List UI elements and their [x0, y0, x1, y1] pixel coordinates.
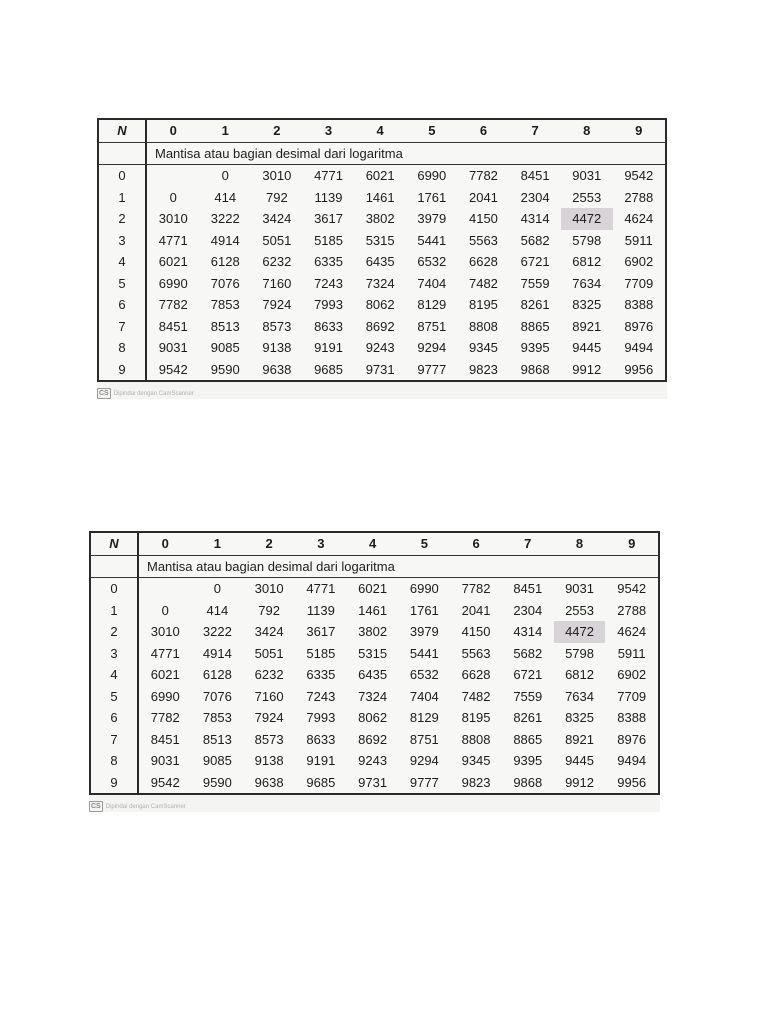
camscanner-watermark [89, 801, 660, 812]
row-label: 3 [90, 643, 138, 665]
table-cell: 4771 [314, 168, 343, 184]
table-cell: 9243 [358, 753, 388, 769]
row-label: 6 [90, 707, 138, 729]
n-header: N [98, 119, 146, 142]
row-label: 8 [90, 750, 138, 772]
n-header: N [90, 532, 138, 555]
table-cell: 9031 [565, 581, 594, 597]
scan-image-1 [97, 118, 667, 399]
table-cell: 8633 [314, 318, 343, 334]
table-row [98, 294, 666, 316]
table-cell: 6628 [461, 667, 491, 683]
table-cell: 9823 [468, 361, 498, 377]
watermark-text: Dipindai dengan CamScanner [105, 803, 186, 810]
row-label: 0 [90, 578, 138, 600]
table-cell: 9191 [306, 753, 336, 769]
highlighted-cell: 4472 [561, 208, 613, 230]
table-cell: 2788 [624, 189, 654, 205]
logarithm-table [89, 531, 660, 795]
table-cell: 9777 [409, 774, 439, 790]
table-cell: 8388 [624, 297, 654, 313]
table-cell: 9445 [565, 753, 594, 769]
column-header: 6 [479, 123, 488, 139]
table-cell: 8865 [520, 318, 550, 334]
table-cell: 6902 [624, 254, 654, 270]
table-cell: 0 [169, 189, 177, 205]
table-cell: 7559 [513, 688, 543, 704]
table-cell: 414 [206, 602, 229, 618]
table-cell: 4624 [624, 211, 654, 227]
table-cell: 0 [221, 168, 229, 184]
table-cell: 8062 [358, 710, 388, 726]
column-header: 4 [368, 536, 377, 552]
table-cell: 2041 [468, 189, 498, 205]
row-label: 2 [90, 621, 138, 643]
table-cell: 8451 [513, 581, 543, 597]
subtitle-n-cell [90, 555, 138, 578]
table-cell: 6435 [358, 667, 388, 683]
table-cell: 6532 [417, 254, 447, 270]
column-header: 6 [472, 536, 480, 552]
table-row [90, 600, 659, 622]
table-cell: 5185 [306, 645, 336, 661]
table-cell: 9138 [262, 340, 292, 356]
table-row [90, 750, 659, 772]
table-cell: 7782 [158, 297, 188, 313]
table-cell: 3010 [150, 624, 180, 640]
table-row [98, 251, 666, 273]
table-cell: 3010 [158, 211, 188, 227]
table-cell: 3979 [409, 624, 439, 640]
table-cell: 9085 [202, 753, 232, 769]
table-cell: 7482 [468, 275, 498, 291]
table-row [90, 621, 659, 643]
table-cell: 9590 [202, 774, 232, 790]
table-cell: 8692 [365, 318, 395, 334]
table-cell: 7243 [314, 275, 343, 291]
table-cell: 8751 [417, 318, 447, 334]
table-cell: 9777 [417, 361, 447, 377]
row-label: 1 [90, 600, 138, 622]
table-cell: 8865 [513, 731, 543, 747]
table-cell: 8921 [565, 731, 594, 747]
row-label: 5 [90, 686, 138, 708]
subtitle-row [90, 555, 659, 578]
table-cell: 8325 [572, 297, 602, 313]
table-row [98, 187, 666, 209]
table-row [90, 772, 659, 795]
table-cell: 7324 [365, 275, 395, 291]
table-cell: 5441 [417, 232, 447, 248]
table-cell: 8388 [617, 710, 647, 726]
table-cell: 6435 [365, 254, 395, 270]
table-cell: 7782 [461, 581, 491, 597]
table-cell: 6021 [150, 667, 180, 683]
column-header: 9 [635, 123, 643, 139]
table-cell: 6990 [158, 275, 188, 291]
header-row [98, 119, 666, 142]
table-cell: 6990 [150, 688, 180, 704]
table-cell: 7709 [624, 275, 654, 291]
table-cell: 7853 [210, 297, 240, 313]
table-cell: 9294 [409, 753, 439, 769]
table-row [90, 729, 659, 751]
table-cell: 5051 [262, 232, 292, 248]
table-cell: 3802 [365, 211, 395, 227]
table-cell: 8451 [158, 318, 188, 334]
table-cell: 6128 [202, 667, 232, 683]
column-header: 4 [376, 123, 384, 139]
table-cell: 9912 [572, 361, 602, 377]
table-row [90, 707, 659, 729]
table-cell [138, 578, 192, 600]
table-cell: 6990 [417, 168, 447, 184]
table-cell: 9445 [572, 340, 602, 356]
table-cell: 7076 [202, 688, 232, 704]
table-cell: 1139 [314, 189, 343, 205]
table-subtitle: Mantisa atau bagian desimal dari logaritma [138, 555, 659, 578]
table-cell: 3010 [254, 581, 284, 597]
table-cell: 9685 [306, 774, 336, 790]
table-cell: 8195 [461, 710, 491, 726]
table-cell: 7924 [262, 297, 292, 313]
column-header: 5 [420, 536, 428, 552]
table-row [90, 664, 659, 686]
table-cell: 5911 [624, 232, 653, 248]
table-cell: 9085 [210, 340, 240, 356]
table-cell: 7993 [306, 710, 336, 726]
table-cell: 9138 [254, 753, 284, 769]
row-label: 4 [90, 664, 138, 686]
table-cell: 9294 [417, 340, 447, 356]
table-cell: 8062 [365, 297, 395, 313]
table-cell: 414 [214, 189, 237, 205]
column-header: 1 [221, 123, 229, 139]
table-cell: 4314 [520, 211, 550, 227]
table-row [90, 643, 659, 665]
table-cell: 8451 [520, 168, 550, 184]
table-cell: 7404 [417, 275, 447, 291]
table-row [90, 578, 659, 600]
table-cell: 1461 [358, 602, 388, 618]
table-row [98, 337, 666, 359]
table-cell: 5682 [520, 232, 550, 248]
table-cell: 8573 [254, 731, 284, 747]
watermark-text: Dipindai dengan CamScanner [113, 390, 194, 397]
table-cell: 9542 [150, 774, 180, 790]
table-cell: 5441 [409, 645, 439, 661]
table-cell: 7324 [358, 688, 388, 704]
table-cell: 8195 [468, 297, 498, 313]
table-cell: 6335 [306, 667, 336, 683]
table-subtitle: Mantisa atau bagian desimal dari logaritma [146, 142, 666, 165]
table-cell: 1139 [306, 602, 335, 618]
table-cell: 5563 [461, 645, 491, 661]
table-cell: 7243 [306, 688, 336, 704]
camscanner-watermark [97, 388, 667, 399]
table-cell: 3010 [262, 168, 292, 184]
column-header: 0 [161, 536, 169, 552]
table-cell: 6721 [520, 254, 550, 270]
table-cell: 7634 [565, 688, 594, 704]
table-cell: 4914 [202, 645, 232, 661]
table-cell: 9731 [365, 361, 395, 377]
table-cell: 0 [161, 602, 169, 618]
header-row [90, 532, 659, 555]
row-label: 7 [98, 316, 146, 338]
table-cell: 9345 [468, 340, 498, 356]
table-cell: 9031 [150, 753, 180, 769]
table-cell: 6532 [409, 667, 439, 683]
table-cell: 3424 [254, 624, 284, 640]
table-cell: 8976 [617, 731, 647, 747]
row-label: 9 [90, 772, 138, 795]
table-cell: 6812 [565, 667, 594, 683]
table-cell: 6021 [358, 581, 388, 597]
table-cell: 5563 [468, 232, 498, 248]
table-cell: 6335 [314, 254, 343, 270]
table-cell: 9494 [617, 753, 647, 769]
table-row [98, 165, 666, 187]
table-cell: 2553 [565, 602, 594, 618]
table-cell: 4314 [513, 624, 543, 640]
scan-image-2 [89, 531, 660, 812]
table-cell: 9823 [461, 774, 491, 790]
table-cell: 5315 [358, 645, 388, 661]
table-cell: 2304 [513, 602, 543, 618]
table-cell: 6990 [409, 581, 439, 597]
table-cell: 1761 [417, 189, 447, 205]
table-cell: 7076 [210, 275, 240, 291]
table-row [98, 230, 666, 252]
table-row [98, 316, 666, 338]
table-cell: 9031 [158, 340, 188, 356]
column-header: 8 [583, 123, 591, 139]
column-header: 5 [428, 123, 436, 139]
table-cell: 5682 [513, 645, 543, 661]
table-cell: 3617 [306, 624, 336, 640]
subtitle-n-cell [98, 142, 146, 165]
table-cell: 4914 [210, 232, 240, 248]
table-cell: 6232 [254, 667, 284, 683]
table-cell: 4771 [306, 581, 336, 597]
table-cell: 3222 [210, 211, 240, 227]
row-label: 0 [98, 165, 146, 187]
table-cell: 8921 [572, 318, 602, 334]
table-cell: 3802 [358, 624, 388, 640]
table-cell: 9542 [617, 581, 647, 597]
table-cell: 7853 [202, 710, 232, 726]
table-cell: 8129 [409, 710, 439, 726]
table-cell: 9542 [624, 168, 654, 184]
row-label: 1 [98, 187, 146, 209]
table-row [98, 208, 666, 230]
table-cell: 9542 [158, 361, 188, 377]
table-cell: 7482 [461, 688, 491, 704]
table-cell: 1461 [365, 189, 395, 205]
table-cell: 9912 [565, 774, 594, 790]
table-cell: 6232 [262, 254, 292, 270]
table-cell: 8261 [520, 297, 550, 313]
table-cell: 8692 [358, 731, 388, 747]
column-header: 2 [265, 536, 273, 552]
table-cell: 2304 [520, 189, 550, 205]
table-cell: 5798 [572, 232, 602, 248]
table-cell: 6628 [468, 254, 498, 270]
table-cell: 3617 [314, 211, 343, 227]
row-label: 9 [98, 359, 146, 382]
table-cell: 5798 [565, 645, 594, 661]
column-header: 2 [273, 123, 281, 139]
table-cell: 7559 [520, 275, 550, 291]
table-cell: 8751 [409, 731, 439, 747]
table-cell: 9956 [617, 774, 647, 790]
table-cell: 6721 [513, 667, 543, 683]
table-cell: 6128 [210, 254, 240, 270]
table-cell: 9243 [365, 340, 395, 356]
table-row [98, 359, 666, 382]
table-cell: 2788 [617, 602, 647, 618]
row-label: 7 [90, 729, 138, 751]
table-cell: 7993 [314, 297, 343, 313]
table-cell: 6812 [572, 254, 602, 270]
table-cell: 792 [258, 602, 280, 618]
table-row [98, 273, 666, 295]
column-header: 8 [575, 536, 584, 552]
column-header: 1 [213, 536, 221, 552]
column-header: 7 [524, 536, 532, 552]
table-cell: 4624 [617, 624, 647, 640]
table-cell: 792 [266, 189, 288, 205]
table-cell: 7634 [572, 275, 602, 291]
table-cell: 5315 [365, 232, 395, 248]
table-cell: 3979 [417, 211, 447, 227]
row-label: 5 [98, 273, 146, 295]
table-cell: 8513 [202, 731, 232, 747]
table-cell: 9956 [624, 361, 654, 377]
row-label: 2 [98, 208, 146, 230]
table-cell: 7160 [254, 688, 284, 704]
table-cell: 9395 [520, 340, 550, 356]
table-cell: 9494 [624, 340, 654, 356]
table-cell: 4771 [150, 645, 180, 661]
table-cell: 9868 [520, 361, 550, 377]
table-cell: 2553 [572, 189, 602, 205]
table-cell: 3222 [202, 624, 232, 640]
row-label: 4 [98, 251, 146, 273]
table-cell: 7404 [409, 688, 439, 704]
table-cell: 6021 [365, 168, 395, 184]
row-label: 6 [98, 294, 146, 316]
table-cell: 6902 [617, 667, 647, 683]
column-header: 7 [531, 123, 539, 139]
table-cell: 9590 [210, 361, 240, 377]
table-cell: 7924 [254, 710, 284, 726]
table-cell [146, 165, 199, 187]
table-cell: 8808 [468, 318, 498, 334]
table-cell: 9031 [572, 168, 602, 184]
column-header: 3 [317, 536, 325, 552]
table-cell: 9395 [513, 753, 543, 769]
table-cell: 4771 [158, 232, 188, 248]
table-cell: 8261 [513, 710, 543, 726]
column-header: 9 [628, 536, 636, 552]
table-cell: 4150 [461, 624, 491, 640]
table-cell: 9638 [262, 361, 292, 377]
table-cell: 5911 [617, 645, 646, 661]
table-cell: 9731 [358, 774, 388, 790]
table-cell: 9638 [254, 774, 284, 790]
table-row [90, 686, 659, 708]
column-header: 0 [169, 123, 177, 139]
table-cell: 0 [213, 581, 221, 597]
highlighted-cell: 4472 [554, 621, 606, 643]
table-cell: 8633 [306, 731, 336, 747]
table-cell: 7782 [150, 710, 180, 726]
logarithm-table [97, 118, 667, 382]
camscanner-logo-icon: CS [91, 803, 101, 810]
table-cell: 8451 [150, 731, 180, 747]
row-label: 8 [98, 337, 146, 359]
table-cell: 3424 [262, 211, 292, 227]
table-cell: 2041 [461, 602, 491, 618]
table-cell: 8325 [565, 710, 594, 726]
table-cell: 9868 [513, 774, 543, 790]
table-cell: 9191 [314, 340, 343, 356]
table-cell: 7782 [468, 168, 498, 184]
table-cell: 9345 [461, 753, 491, 769]
table-cell: 7160 [262, 275, 292, 291]
table-cell: 8129 [417, 297, 447, 313]
table-cell: 5185 [314, 232, 343, 248]
table-cell: 8808 [461, 731, 491, 747]
table-cell: 8513 [210, 318, 240, 334]
row-label: 3 [98, 230, 146, 252]
table-cell: 7709 [617, 688, 647, 704]
table-cell: 1761 [409, 602, 439, 618]
table-cell: 8976 [624, 318, 654, 334]
column-header: 3 [324, 123, 333, 139]
table-cell: 6021 [158, 254, 188, 270]
subtitle-row [98, 142, 666, 165]
table-cell: 8573 [262, 318, 292, 334]
table-cell: 9685 [314, 361, 343, 377]
camscanner-logo-icon: CS [99, 390, 109, 397]
table-cell: 4150 [468, 211, 498, 227]
table-cell: 5051 [254, 645, 284, 661]
